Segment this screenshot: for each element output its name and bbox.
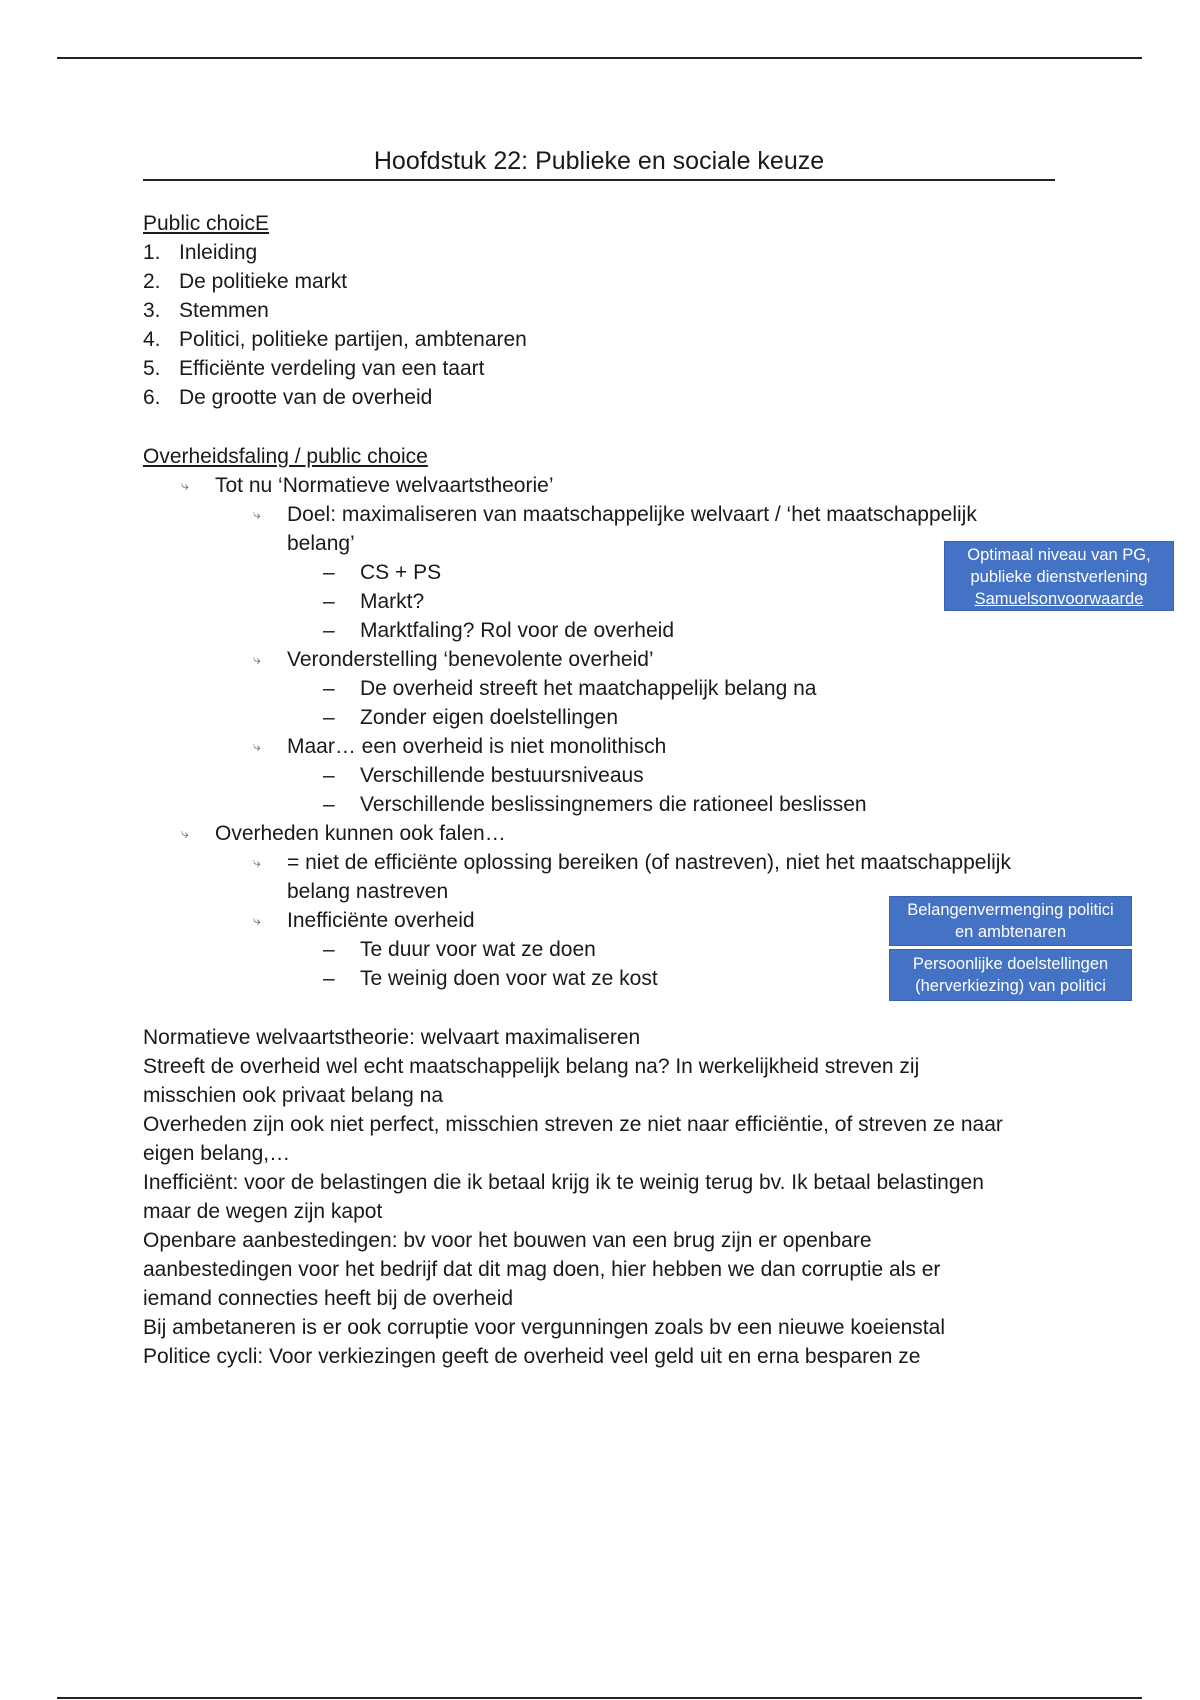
dash-bullet-icon: – xyxy=(323,793,335,816)
dash-bullet-icon: – xyxy=(323,764,335,787)
note-line: misschien ook privaat belang na xyxy=(143,1084,444,1107)
arrow-bullet-icon: ⤷ xyxy=(253,854,261,870)
note-line: Normatieve welvaartstheorie: welvaart maximaliseren xyxy=(143,1026,641,1049)
arrow-bullet-icon: ⤷ xyxy=(253,506,261,522)
toc-item: 3. Stemmen xyxy=(143,299,269,322)
dash-bullet-icon: – xyxy=(323,706,335,729)
page-title: Hoofdstuk 22: Publieke en sociale keuze xyxy=(143,143,1055,181)
toc-item: 4. Politici, politieke partijen, ambtenaren xyxy=(143,328,527,351)
outline-item-l2: ⤷ Maar… een overheid is niet monolithisch xyxy=(143,732,1063,761)
arrow-bullet-icon: ⤷ xyxy=(253,738,261,754)
outline-item-l3: – De overheid streeft het maatchappelijk belang na xyxy=(143,674,1063,703)
outline-item-l3: – Marktfaling? Rol voor de overheid xyxy=(143,616,1063,645)
arrow-bullet-icon: ⤷ xyxy=(181,477,189,493)
dash-bullet-icon: – xyxy=(323,938,335,961)
dash-bullet-icon: – xyxy=(323,590,335,613)
callout-persoonlijke-doelstellingen: Persoonlijke doelstellingen (herverkiezing) van politici xyxy=(889,949,1132,1001)
outline-item-l2: ⤷ Veronderstelling ‘benevolente overheid’ xyxy=(143,645,1063,674)
outline-item-l1: ⤷ Overheden kunnen ook falen… xyxy=(143,819,1063,848)
toc-item: 2. De politieke markt xyxy=(143,270,348,293)
footer-rule xyxy=(57,1697,1142,1699)
outline-item-l3: – Te duur voor wat ze doen xyxy=(143,935,1063,964)
note-line: maar de wegen zijn kapot xyxy=(143,1200,383,1223)
toc-item: 1. Inleiding xyxy=(143,241,258,264)
dash-bullet-icon: – xyxy=(323,677,335,700)
outline-item-l2: ⤷ Doel: maximaliseren van maatschappelijke welvaart / ‘het maatschappelijk xyxy=(143,500,1063,529)
arrow-bullet-icon: ⤷ xyxy=(253,912,261,928)
outline-item-l1: ⤷ Tot nu ‘Normatieve welvaartstheorie’ xyxy=(143,471,1063,500)
note-line: Inefficiënt: voor de belastingen die ik betaal krijg ik te weinig terug bv. Ik betaal belastingen xyxy=(143,1171,984,1194)
outline-item-l3: – Te weinig doen voor wat ze kost xyxy=(143,964,1063,993)
note-line: Bij ambetaneren is er ook corruptie voor vergunningen zoals bv een nieuwe koeienstal xyxy=(143,1316,945,1339)
note-line: Openbare aanbestedingen: bv voor het bouwen van een brug zijn er openbare xyxy=(143,1229,872,1252)
outline-item-l2-continued: belang’ xyxy=(287,532,355,555)
outline-item-l3: – Zonder eigen doelstellingen xyxy=(143,703,1063,732)
note-line: eigen belang,… xyxy=(143,1142,291,1165)
outline-heading: Overheidsfaling / public choice xyxy=(143,445,428,468)
outline-item-l3: – CS + PS xyxy=(143,558,1063,587)
outline-item-l3: – Verschillende bestuursniveaus xyxy=(143,761,1063,790)
note-line: Overheden zijn ook niet perfect, misschien streven ze niet naar efficiëntie, of streven ze naar xyxy=(143,1113,1003,1136)
callout-optimal-pg: Optimaal niveau van PG, publieke dienstverlening Samuelsonvoorwaarde xyxy=(944,541,1174,611)
note-line: Politice cycli: Voor verkiezingen geeft de overheid veel geld uit en erna besparen ze xyxy=(143,1345,921,1368)
toc-item: 6. De grootte van de overheid xyxy=(143,386,433,409)
outline-item-l2: ⤷ = niet de efficiënte oplossing bereiken (of nastreven), niet het maatschappelijk xyxy=(143,848,1063,877)
note-line: Streeft de overheid wel echt maatschappelijk belang na? In werkelijkheid streven zij xyxy=(143,1055,920,1078)
document-body xyxy=(143,209,1063,1371)
toc-item: 5. Efficiënte verdeling van een taart xyxy=(143,357,485,380)
outline-item-l3: – Markt? xyxy=(143,587,1063,616)
dash-bullet-icon: – xyxy=(323,619,335,642)
outline-item-l2: ⤷ Inefficiënte overheid xyxy=(143,906,1063,935)
arrow-bullet-icon: ⤷ xyxy=(253,651,261,667)
note-line: iemand connecties heeft bij de overheid xyxy=(143,1287,514,1310)
arrow-bullet-icon: ⤷ xyxy=(181,825,189,841)
note-line: aanbestedingen voor het bedrijf dat dit mag doen, hier hebben we dan corruptie als er xyxy=(143,1258,941,1281)
toc-heading: Public choicE xyxy=(143,212,270,235)
outline-item-l2-continued: belang nastreven xyxy=(287,880,449,903)
dash-bullet-icon: – xyxy=(323,967,335,990)
callout-belangenvermenging: Belangenvermenging politici en ambtenaren xyxy=(889,896,1132,946)
dash-bullet-icon: – xyxy=(323,561,335,584)
outline-item-l3: – Verschillende beslissingnemers die rationeel beslissen xyxy=(143,790,1063,819)
header-rule xyxy=(57,57,1142,59)
